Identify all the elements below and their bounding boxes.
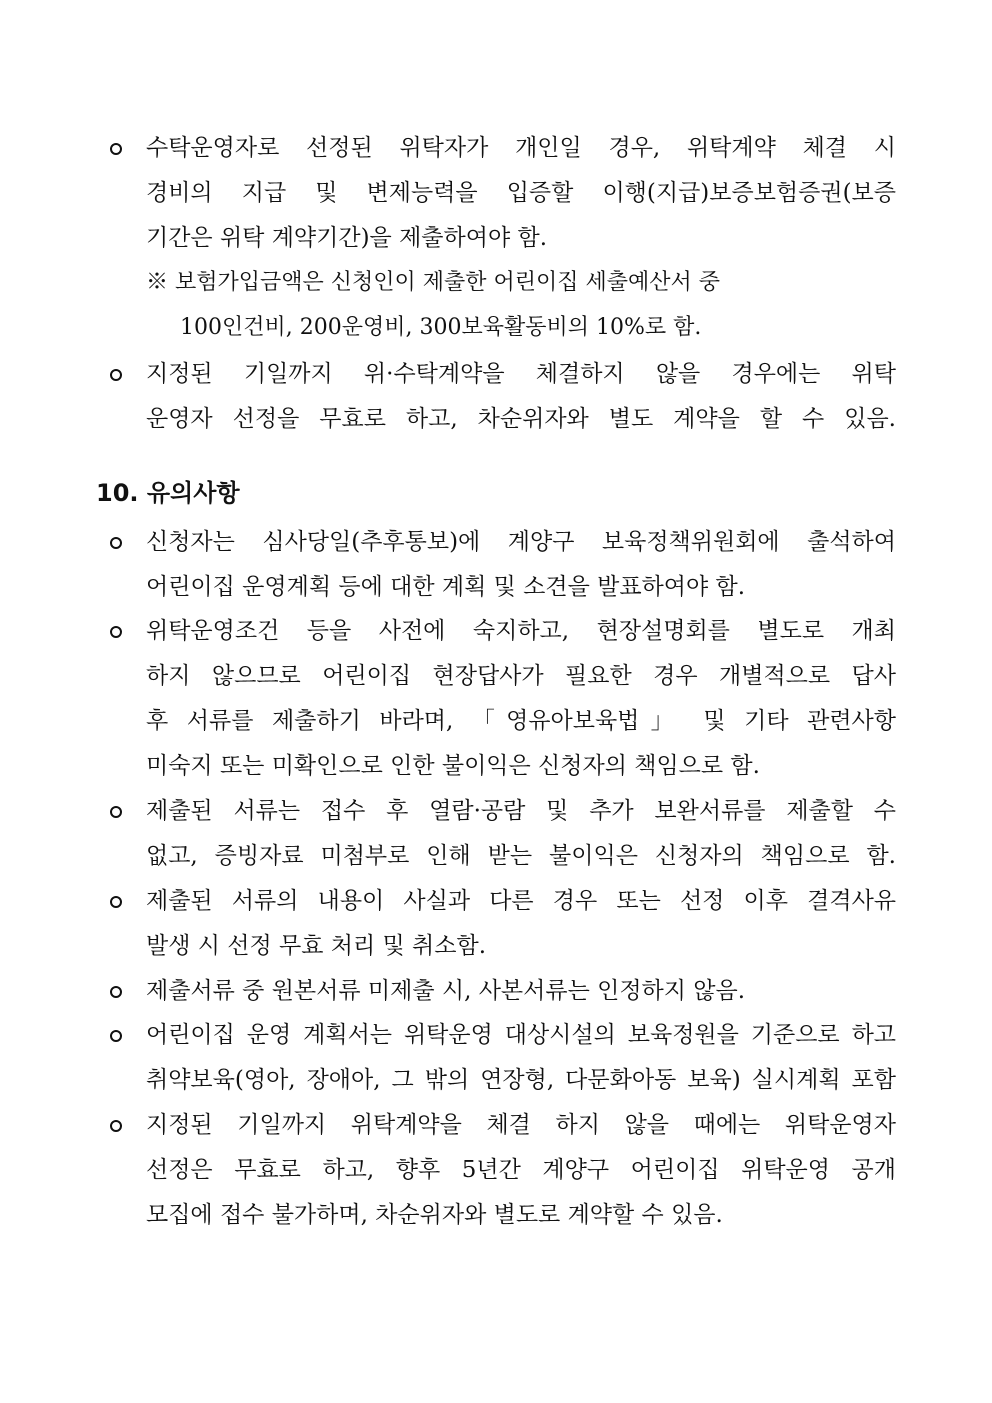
- list-item-line: 어린이집 운영계획 등에 대한 계획 및 소견을 발표하여야 함.: [146, 574, 746, 600]
- list-item-line: 경비의 지급 및 변제능력을 입증할 이행(지급)보증보험증권(보증: [146, 180, 896, 206]
- list-item-line: 수탁운영자로 선정된 위탁자가 개인일 경우, 위탁계약 체결 시: [146, 135, 896, 161]
- list-item-line: 지정된 기일까지 위탁계약을 체결 하지 않을 때에는 위탁운영자: [146, 1112, 896, 1138]
- list-item-line: 하지 않으므로 어린이집 현장답사가 필요한 경우 개별적으로 답사: [146, 663, 896, 689]
- list-item-line: 신청자는 심사당일(추후통보)에 계양구 보육정책위원회에 출석하여: [146, 529, 896, 555]
- list-item-line: 없고, 증빙자료 미첨부로 인해 받는 불이익은 신청자의 책임으로 함.: [146, 843, 896, 869]
- circle-bullet-icon: [110, 369, 122, 381]
- circle-bullet-icon: [110, 626, 122, 638]
- list-item-line: 지정된 기일까지 위·수탁계약을 체결하지 않을 경우에는 위탁: [146, 361, 896, 387]
- circle-bullet-icon: [110, 1030, 122, 1042]
- circle-bullet-icon: [110, 896, 122, 908]
- circle-bullet-icon: [110, 806, 122, 818]
- circle-bullet-icon: [110, 986, 122, 998]
- list-item-line: 제출된 서류는 접수 후 열람·공람 및 추가 보완서류를 제출할 수: [146, 798, 896, 824]
- list-item-line: 기간은 위탁 계약기간)을 제출하여야 함.: [146, 225, 548, 251]
- list-item-line: 모집에 접수 불가하며, 차순위자와 별도로 계약할 수 있음.: [146, 1202, 723, 1228]
- list-item-line: 운영자 선정을 무효로 하고, 차순위자와 별도 계약을 할 수 있음.: [146, 406, 896, 432]
- list-item-line: 미숙지 또는 미확인으로 인한 불이익은 신청자의 책임으로 함.: [146, 753, 760, 779]
- list-item-line: 제출서류 중 원본서류 미제출 시, 사본서류는 인정하지 않음.: [146, 978, 746, 1004]
- list-item-line: 제출된 서류의 내용이 사실과 다른 경우 또는 선정 이후 결격사유: [146, 888, 896, 914]
- list-item-line: 취약보육(영아, 장애아, 그 밖의 연장형, 다문화아동 보육) 실시계획 포함: [146, 1067, 896, 1093]
- note-line: 100인건비, 200운영비, 300보육활동비의 10%로 함.: [180, 315, 702, 340]
- note-line: ※ 보험가입금액은 신청인이 제출한 어린이집 세출예산서 중: [146, 270, 721, 295]
- list-item-line: 발생 시 선정 무효 처리 및 취소함.: [146, 933, 487, 959]
- list-item-line: 선정은 무효로 하고, 향후 5년간 계양구 어린이집 위탁운영 공개: [146, 1157, 896, 1183]
- list-item-line: 후 서류를 제출하기 바라며, 「영유아보육법」 및 기타 관련사항: [146, 708, 896, 734]
- circle-bullet-icon: [110, 1120, 122, 1132]
- section-heading: 10. 유의사항: [96, 479, 240, 507]
- list-item-line: 위탁운영조건 등을 사전에 숙지하고, 현장설명회를 별도로 개최: [146, 618, 896, 644]
- circle-bullet-icon: [110, 537, 122, 549]
- list-item-line: 어린이집 운영 계획서는 위탁운영 대상시설의 보육정원을 기준으로 하고: [146, 1022, 896, 1048]
- circle-bullet-icon: [110, 143, 122, 155]
